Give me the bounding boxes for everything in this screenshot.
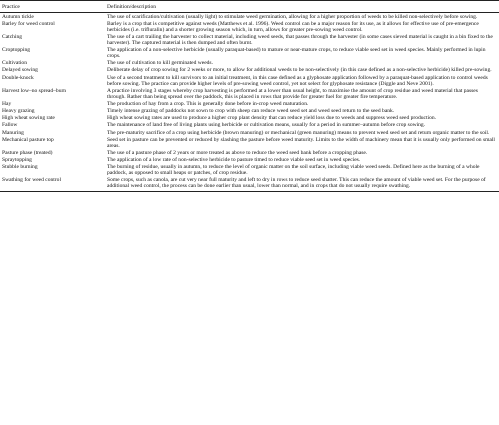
definition-cell: The use of a pasture phase of 2 years or more treated as above to reduce the weed seed bank before a cropping phase. xyxy=(107,149,368,156)
definition-text-part: Barley is a crop that is competitive against weeds (Matthews et al. 1996). Weed control can be a major reason for its use, as it allows for effective use of pre-emergence herbicides (i.e. trifluralin) and a shorter growing season which, in turn, allows for greater pre-sowing weed control. xyxy=(107,20,479,33)
column-header-definition: Definition/description xyxy=(105,1,499,13)
table-row xyxy=(0,149,499,156)
definition-cell: The application of a non-selective herbicide (usually paraquat-based) to mature or near-mature crops, to reduce viable seed set in weed species. Mainly performed in lupin crops. xyxy=(107,47,486,60)
definition-cell: Some crops, such as canola, are cut very near full maturity and left to dry in rows to reduce seed shatter. This can reduce the amount of viable weed set. For the purpose of additional weed control, the process can be done earlier than usual, lower than normal, and in crops that do not usually require swathing. xyxy=(105,177,499,192)
practice-cell: Spraytopping xyxy=(2,156,32,163)
definition-cell: High wheat sowing rates are used to produce a higher crop plant density that can reduce yield loss due to weeds and suppress weed seed production. xyxy=(107,115,437,122)
table-row xyxy=(0,129,499,136)
definition-cell: The maintenance of land free of living plants using herbicide or cultivation means, usually for a period in summer–autumn before crop sowing. xyxy=(107,122,426,129)
practice-cell: Double-knock xyxy=(2,74,34,81)
definition-cell: The production of hay from a crop. This is generally done before in-crop weed maturation. xyxy=(107,100,309,107)
table-row xyxy=(0,13,499,21)
table-row xyxy=(0,60,499,67)
table-row xyxy=(0,100,499,107)
table-row xyxy=(0,67,499,74)
practice-cell: Mechanical pasture top xyxy=(2,136,54,143)
definition-cell: Seed set in pasture can be prevented or reduced by slashing the pasture before weed maturity. Limits to the width of machinery mean that it is usually only performed on small areas. xyxy=(107,136,495,149)
practice-cell: Manuring xyxy=(2,129,24,136)
definition-cell xyxy=(105,20,499,33)
definition-cell: The application of a low rate of non-selective herbicide to pasture timed to reduce viable seed set in weed species. xyxy=(107,156,361,163)
practice-cell: Hay xyxy=(2,100,12,107)
practice-cell: Fallow xyxy=(2,122,18,129)
table-row xyxy=(0,177,499,192)
table-row xyxy=(0,33,499,46)
practice-cell: Stubble burning xyxy=(2,164,38,171)
table-row xyxy=(0,136,499,149)
table-row xyxy=(0,122,499,129)
practice-cell: Autumn tickle xyxy=(2,13,34,20)
practice-cell: Heavy grazing xyxy=(2,108,35,115)
table-body xyxy=(0,13,499,192)
practice-cell: Barley for weed control xyxy=(2,20,55,27)
definition-cell: A practice involving 3 stages whereby crop harvesting is performed at a lower than usual height, to maximise the amount of crop residue and weed material that passes through. Rather than being spread over the paddock, this is placed in rows that provide for greater fuel for greater fire temperature. xyxy=(107,87,478,100)
weed-control-practices-table xyxy=(0,0,499,192)
table-row xyxy=(0,164,499,177)
table-row xyxy=(0,115,499,122)
practice-cell: Harvest low–no spread–burn xyxy=(2,87,67,94)
definition-cell: The burning of residue, usually in autumn, to reduce the level of organic matter on the soil surface, including viable weed seeds. Defined here as the burning of a whole paddock, as opposed to small heaps or patches, of crop residue. xyxy=(107,164,480,177)
table-row xyxy=(0,108,499,115)
table-row xyxy=(0,74,499,87)
practice-cell: Catching xyxy=(2,33,23,40)
practice-cell: Cultivation xyxy=(2,60,27,67)
table-row xyxy=(0,156,499,163)
table-header xyxy=(0,1,499,13)
practice-cell: Swathing for weed control xyxy=(0,177,105,192)
table-row xyxy=(0,87,499,100)
definition-cell: Use of a second treatment to kill survivors to an initial treatment, in this case defined as a glyphosate application followed by a paraquat-based application to control weeds before sowing. The practice can provide higher levels of pre-sowing weed control, yet not select for glyphosate resistance (Diggle and Neve 2001). xyxy=(107,74,488,87)
practice-cell: High wheat sowing rate xyxy=(2,115,55,122)
column-header-practice: Practice xyxy=(0,1,105,13)
definition-cell: Timely intense grazing of paddocks not sown to crop with sheep can reduce weed seed set and weed seed return to the seed bank. xyxy=(107,108,395,115)
definition-cell: The use of cultivation to kill germinated weeds. xyxy=(107,60,213,67)
practice-cell: Delayed sowing xyxy=(2,67,38,74)
definition-cell: The use of a cart trailing the harvester to collect material, including weed seeds, that passes through the harvester (in some cases sieved material is caught in a bin fixed to the harvester). The captured material is then dumped and often burnt. xyxy=(107,33,493,46)
practice-cell: Pasture phase (treated) xyxy=(2,149,53,156)
definition-cell: The pre-maturity sacrifice of a crop using herbicide (brown manuring) or mechanical (green manuring) means to prevent weed seed set and return organic matter to the soil. xyxy=(107,129,490,136)
definition-cell: Deliberate delay of crop sowing for 2 weeks or more, to allow for additional weeds to be non-selectively (in this case defined as a non-selective herbicide) killed pre-sowing. xyxy=(107,67,492,74)
table-header-row xyxy=(0,1,499,13)
table-row xyxy=(0,47,499,60)
definition-cell: The use of scarification/cultivation (usually light) to stimulate weed germination, allowing for a higher proportion of weeds to be killed non-selectively before sowing. xyxy=(107,13,478,20)
practice-cell: Croptopping xyxy=(2,47,31,54)
table-row xyxy=(0,20,499,33)
